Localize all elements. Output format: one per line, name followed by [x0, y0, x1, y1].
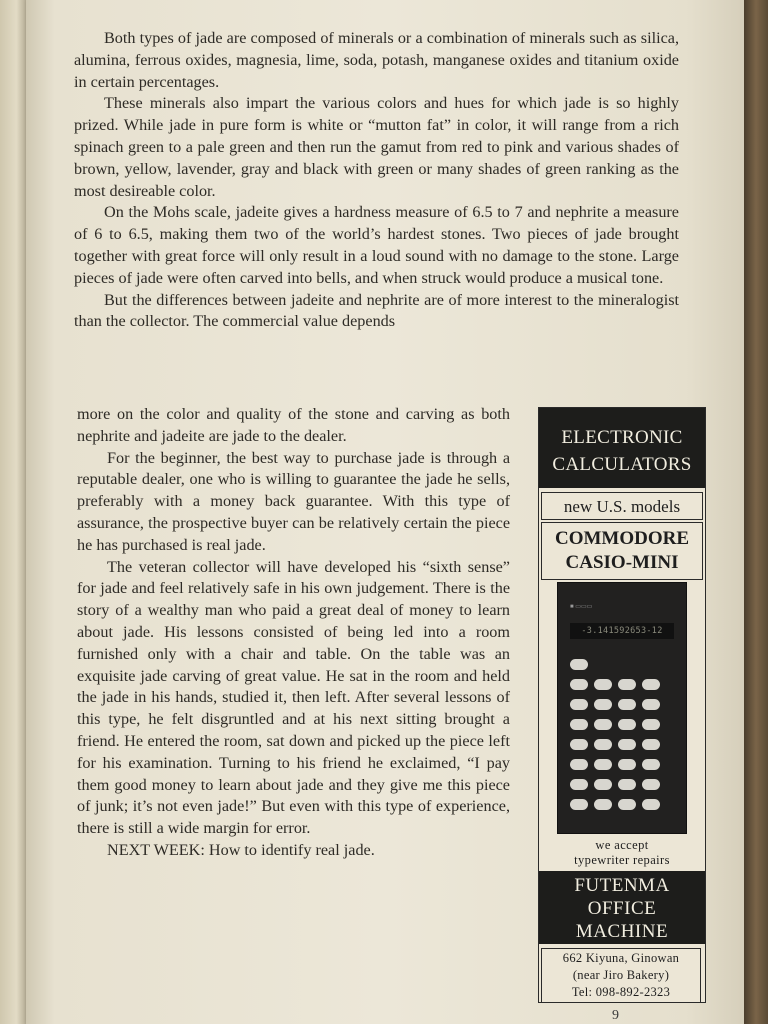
paragraph: These minerals also impart the various colors and hues for which jade is so highly prized. While jade in pure form is white or “mutton fat” in color, it will range from a rich spinach green to a pale green and then run the gamut from red to pink and various shades of brown, yellow, lavender, gray and black with green or many shades of green ranking as the most desireable color. [74, 94, 679, 200]
next-week-note: NEXT WEEK: How to identify real jade. [107, 840, 375, 859]
calculator-keypad [570, 659, 680, 819]
background-surface [744, 0, 768, 1024]
calculator-photo [557, 582, 687, 834]
paragraph: But the differences between jadeite and nephrite are of more interest to the mineralogist than the collector. The commercial value depends [74, 290, 679, 331]
paragraph: The veteran collector will have developed his “sixth sense” for jade and feel relatively safe in his own judgement. There is the story of a wealthy man who paid a great deal of money to learn about jade. His lessons consisted of being led into a room furnished only with a chair and table. On the table was an exquisite jade carving of great value. He sat in the room and held the jade in his hands, studied it, then left. After several lessons of this type, he felt disgruntled and at his next sitting brought a friend. He entered the room, sat down and picked up the piece left for his examination. Turning to his friend he exclaimed, “I pay them good money to learn about jade and they give me this piece of junk; it’s not even jade!” But even with this type of experience, there is still a wide margin for error. [77, 557, 510, 838]
ad-shop-line: MACHINE [575, 921, 669, 942]
ad-brand: COMMODORE [554, 528, 690, 549]
article-top-text [74, 28, 679, 333]
ad-headline [539, 408, 705, 488]
ad-repairs-line: typewriter repairs [574, 853, 670, 867]
ad-brands [541, 522, 703, 580]
ad-address [541, 948, 701, 1003]
ad-headline-line: ELECTRONIC [561, 427, 683, 448]
paragraph-continuation: more on the color and quality of the stone and carving as both nephrite and jadeite are jade to the dealer. [77, 405, 510, 445]
ad-repairs-line: we accept [595, 838, 649, 852]
calculator-brand-mark: ■ ▭▭▭ [570, 604, 593, 610]
ad-brand: CASIO-MINI [565, 552, 679, 573]
ad-shop-line: OFFICE [587, 898, 657, 919]
ad-models: new U.S. models [541, 492, 703, 520]
ad-shop-name [539, 871, 705, 944]
paragraph: On the Mohs scale, jadeite gives a hardness measure of 6.5 to 7 and nephrite a measure of 6 to 6.5, making them two of the world’s hardest stones. Two pieces of jade brought together with great force will only result in a loud sound with no damage to the stone. Large pieces of jade were often carved into bells, and when struck would produce a musical tone. [74, 203, 679, 287]
ad-address-line: 662 Kiyuna, Ginowan [562, 951, 680, 965]
article-left-column [77, 404, 510, 862]
paragraph: For the beginner, the best way to purchase jade is through a reputable dealer, one who is willing to guarantee the jade he sells, preferably with a money back guarantee. With this type of assurance, the prospective buyer can be relatively certain the piece he has purchased is real jade. [77, 448, 510, 554]
ad-shop-line: FUTENMA [574, 875, 670, 896]
ad-repairs-note [539, 838, 705, 868]
ad-headline-line: CALCULATORS [552, 454, 692, 475]
calculator-display: -3.141592653-12 [570, 623, 674, 639]
advertisement [538, 407, 706, 1003]
ad-address-line: (near Jiro Bakery) [572, 968, 670, 982]
ad-phone: Tel: 098-892-2323 [571, 985, 671, 999]
page-number: 9 [612, 1008, 619, 1023]
paragraph: Both types of jade are composed of minerals or a combination of minerals such as silica, alumina, ferrous oxides, magnesia, lime, soda, potash, manganese oxides and titanium oxide in certain percentages. [74, 29, 679, 91]
